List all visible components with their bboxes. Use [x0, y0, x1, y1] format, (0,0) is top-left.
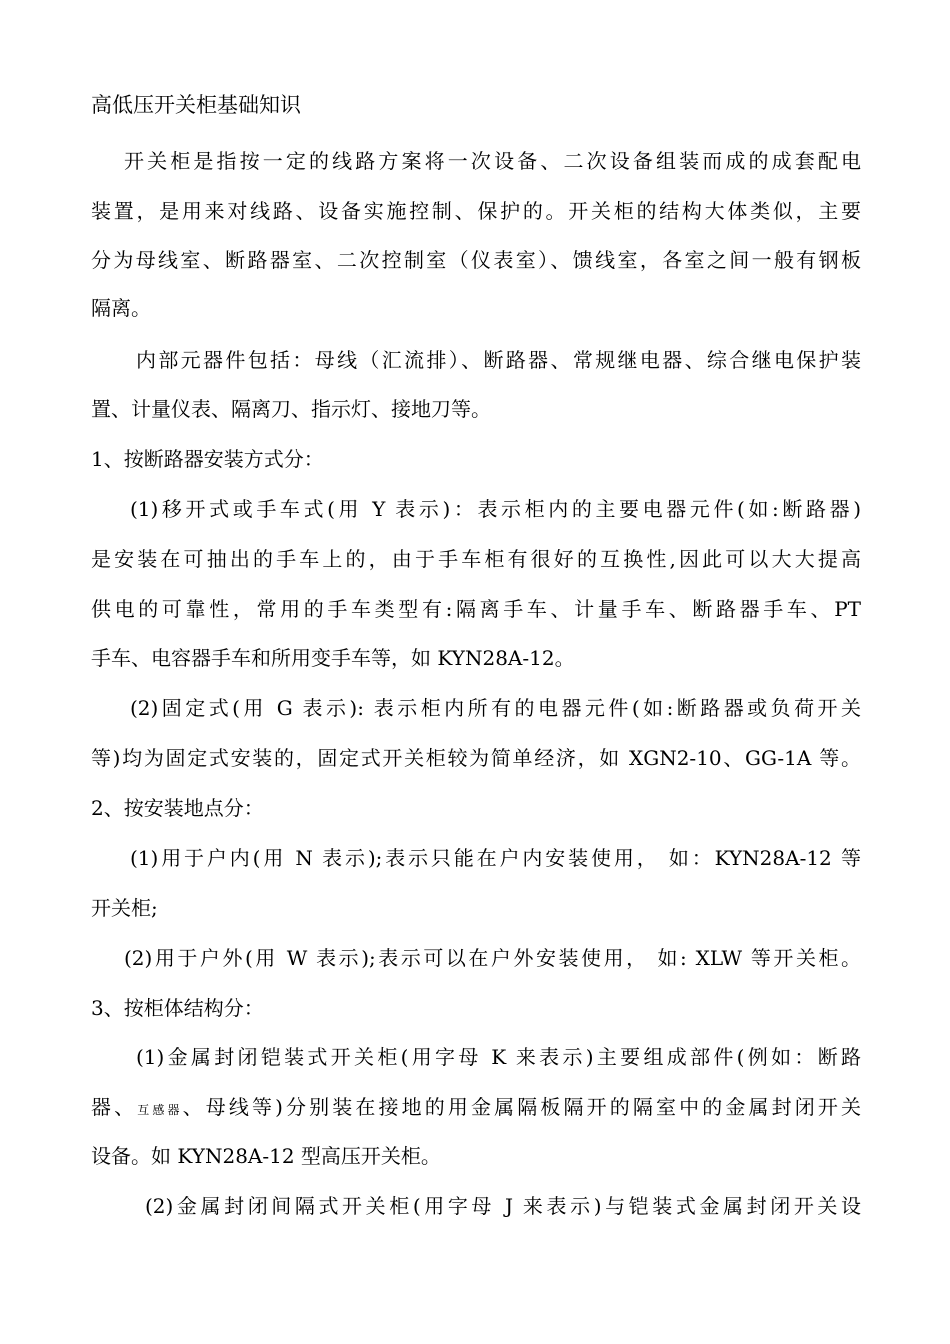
paragraph-line: (2)用于户外(用 W 表示);表示可以在户外安装使用， 如: XLW 等开关柜。 — [124, 946, 861, 970]
paragraph-line: (1)用于户内(用 N 表示);表示只能在户内安装使用， 如：KYN28A-12 等 — [130, 846, 861, 870]
paragraph-line: (2)固定式(用 G 表示): 表示柜内所有的电器元件(如:断路器或负荷开关 — [130, 696, 861, 720]
paragraph-line: 装置，是用来对线路、设备实施控制、保护的。开关柜的结构大体类似，主要 — [91, 199, 861, 223]
text-run-small: 互感器 — [137, 1103, 183, 1117]
paragraph-line: 置、计量仪表、隔离刀、指示灯、接地刀等。 — [91, 397, 491, 421]
paragraph-line: 是安装在可抽出的手车上的，由于手车柜有很好的互换性,因此可以大大提高 — [91, 547, 861, 571]
paragraph-line: (1)移开式或手车式(用 Y 表示)：表示柜内的主要电器元件(如:断路器) — [130, 497, 861, 521]
section-heading: 1、按断路器安装方式分： — [91, 447, 324, 471]
paragraph-line: 隔离。 — [91, 296, 151, 320]
paragraph-line: (1)金属封闭铠装式开关柜(用字母 K 来表示)主要组成部件(例如：断路 — [136, 1045, 861, 1069]
paragraph-line: 开关柜; — [91, 896, 158, 920]
paragraph-line: 供电的可靠性，常用的手车类型有:隔离手车、计量手车、断路器手车、PT — [91, 597, 861, 621]
paragraph-line: 设备。如 KYN28A-12 型高压开关柜。 — [91, 1144, 441, 1168]
paragraph-line: 等)均为固定式安装的，固定式开关柜较为简单经济，如 XGN2-10、GG-1A 等。 — [91, 746, 861, 770]
text-run: 器、 — [91, 1095, 138, 1119]
document-title: 高低压开关柜基础知识 — [91, 93, 301, 117]
paragraph-line: 手车、电容器手车和所用变手车等，如 KYN28A-12。 — [91, 646, 575, 670]
paragraph-line-mixed — [91, 1092, 861, 1125]
paragraph-line: 分为母线室、断路器室、二次控制室（仪表室）、馈线室，各室之间一般有钢板 — [91, 248, 861, 272]
section-heading: 3、按柜体结构分： — [91, 996, 264, 1020]
text-run: 、母线等)分别装在接地的用金属隔板隔开的隔室中的金属封闭开关 — [182, 1095, 861, 1119]
paragraph-line: (2)金属封闭间隔式开关柜(用字母 J 来表示)与铠装式金属封闭开关设 — [145, 1194, 861, 1218]
section-heading: 2、按安装地点分： — [91, 796, 264, 820]
paragraph-line: 开关柜是指按一定的线路方案将一次设备、二次设备组装而成的成套配电 — [124, 149, 861, 173]
paragraph-line: 内部元器件包括：母线（汇流排）、断路器、常规继电器、综合继电保护装 — [136, 348, 861, 372]
